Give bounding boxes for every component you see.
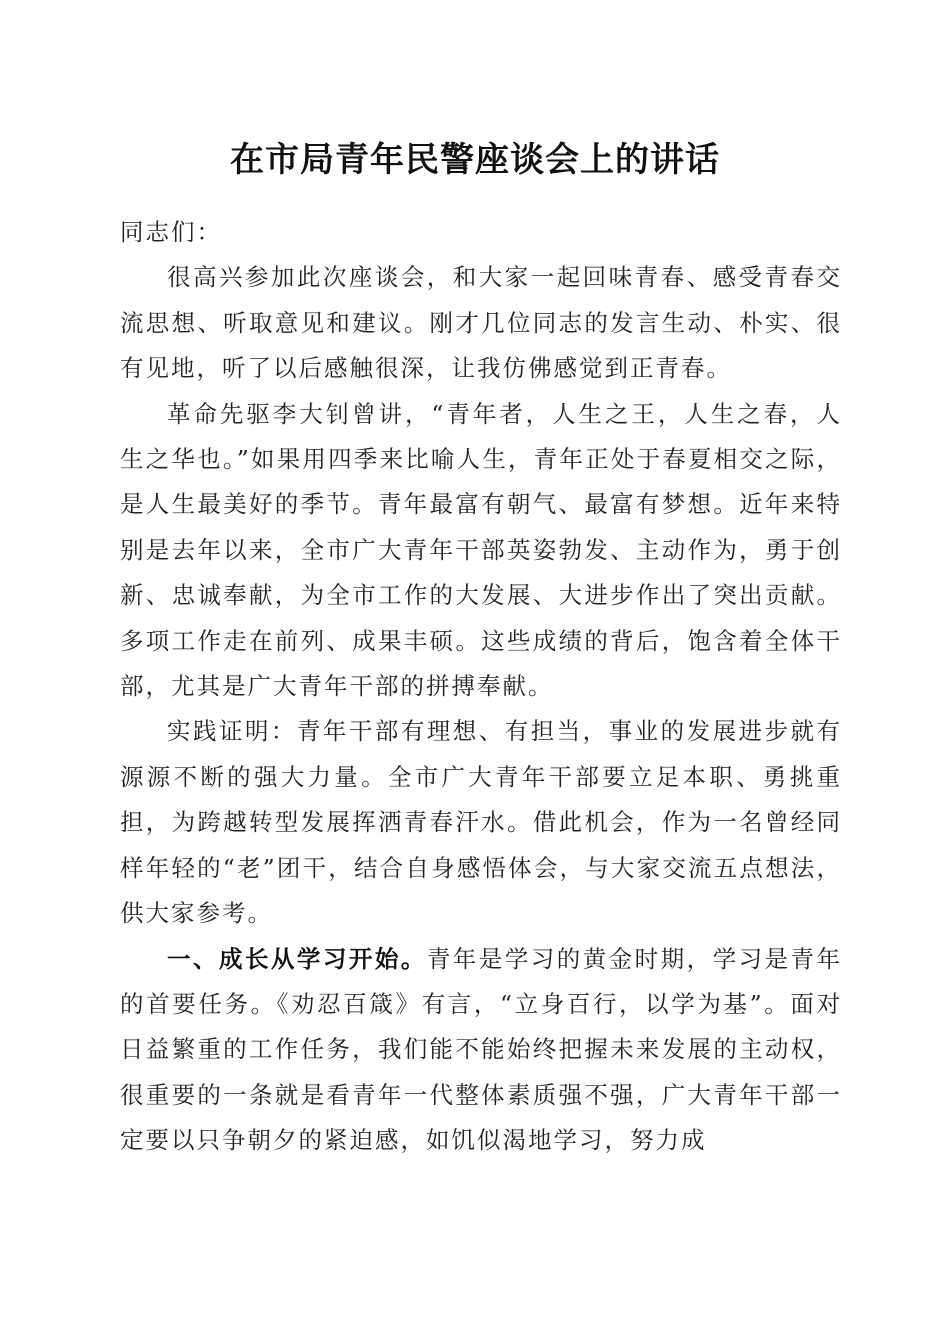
section-one-paragraph [120, 937, 842, 1164]
section-one-text: 青年是学习的黄金时期，学习是青年的首要任务。《劝忍百箴》有言，“立身百行，以学为基”。面对日益繁重的工作任务，我们能不能始终把握未来发展的主动权，很重要的一条就是看青年一代整体素质强不强，广大青年干部一定要以只争朝夕的紧迫感，如饥似渴地学习，努力成 [120, 944, 843, 1155]
section-one-heading: 一、成长从学习开始。 [167, 944, 427, 973]
salutation: 同志们： [120, 218, 222, 246]
document-body [120, 210, 842, 1164]
paragraph-practice: 实践证明：青年干部有理想、有担当，事业的发展进步就有源源不断的强大力量。全市广大青年干部要立足本职、勇挑重担，为跨越转型发展挥洒青春汗水。借此机会，作为一名曾经同样年轻的“老”团干，结合自身感悟体会，与大家交流五点想法，供大家参考。 [120, 717, 842, 928]
paragraph-quote: 革命先驱李大钊曾讲，“青年者，人生之王，人生之春，人生之华也。”如果用四季来比喻人生，青年正处于春夏相交之际，是人生最美好的季节。青年最富有朝气、最富有梦想。近年来特别是去年以来，全市广大青年干部英姿勃发、主动作为，勇于创新、忠诚奉献，为全市工作的大发展、大进步作出了突出贡献。多项工作走在前列、成果丰硕。这些成绩的背后，饱含着全体干部，尤其是广大青年干部的拼搏奉献。 [120, 399, 842, 701]
paragraph-opening: 很高兴参加此次座谈会，和大家一起回味青春、感受青春交流思想、听取意见和建议。刚才几位同志的发言生动、朴实、很有见地，听了以后感触很深，让我仿佛感觉到正青春。 [120, 263, 842, 383]
page-title: 在市局青年民警座谈会上的讲话 [230, 140, 720, 180]
